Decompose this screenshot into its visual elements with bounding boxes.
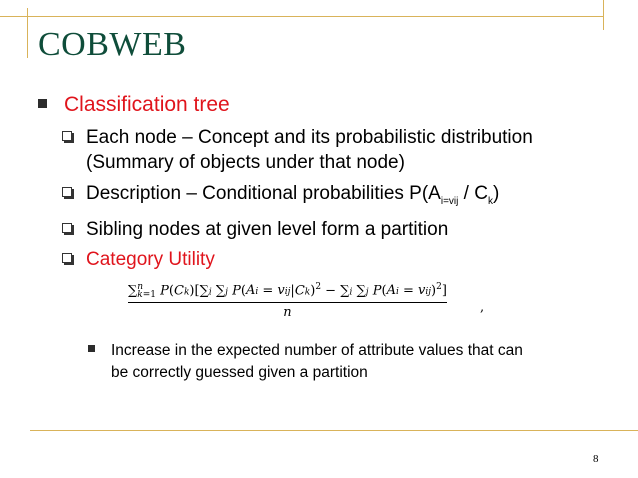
formula-comma: ,	[480, 300, 485, 315]
slide-title: COBWEB	[38, 26, 187, 63]
sub-bullet-description	[62, 181, 499, 209]
point-text: Increase in the expected number of attribute values that can	[111, 342, 523, 359]
hollow-square-bullet-icon	[62, 253, 72, 263]
top-rule	[0, 16, 604, 17]
sub-bullet-text: Each node – Concept and its probabilistic distribution	[86, 127, 533, 148]
bullet-text: Classification tree	[64, 93, 230, 116]
page-number: 8	[593, 453, 599, 465]
bullet-classification-tree	[38, 92, 230, 118]
sub-bullet-text: Sibling nodes at given level form a partition	[86, 219, 449, 240]
sub-bullet-sibling-nodes	[62, 217, 448, 242]
bottom-rule	[30, 430, 638, 431]
sub-bullet-text-cont: (Summary of objects under that node)	[86, 152, 405, 173]
sub-bullet-each-node	[62, 125, 533, 175]
formula-numerator: ∑n k=1 P(Ck)[∑i ∑j P(Ai = vij|Ck)$^2$ − ∑i ∑j P(Ai = vij)$^2$]	[128, 282, 447, 303]
left-rule	[27, 8, 28, 58]
hollow-square-bullet-icon	[62, 187, 72, 197]
point-text-cont: be correctly guessed given a partition	[111, 364, 368, 381]
point-increase	[88, 340, 523, 384]
sub-bullet-text: Category Utility	[86, 249, 215, 270]
category-utility-formula	[128, 282, 447, 320]
hollow-square-bullet-icon	[62, 131, 72, 141]
hollow-square-bullet-icon	[62, 223, 72, 233]
sub-bullet-category-utility	[62, 247, 215, 272]
top-right-rule	[603, 0, 604, 30]
square-bullet-icon	[38, 99, 47, 108]
square-bullet-icon	[88, 345, 95, 352]
formula-denominator: n	[283, 304, 292, 320]
sub-bullet-text: Description – Conditional probabilities $P(A_{i=vij} / C_k)$	[86, 183, 500, 207]
